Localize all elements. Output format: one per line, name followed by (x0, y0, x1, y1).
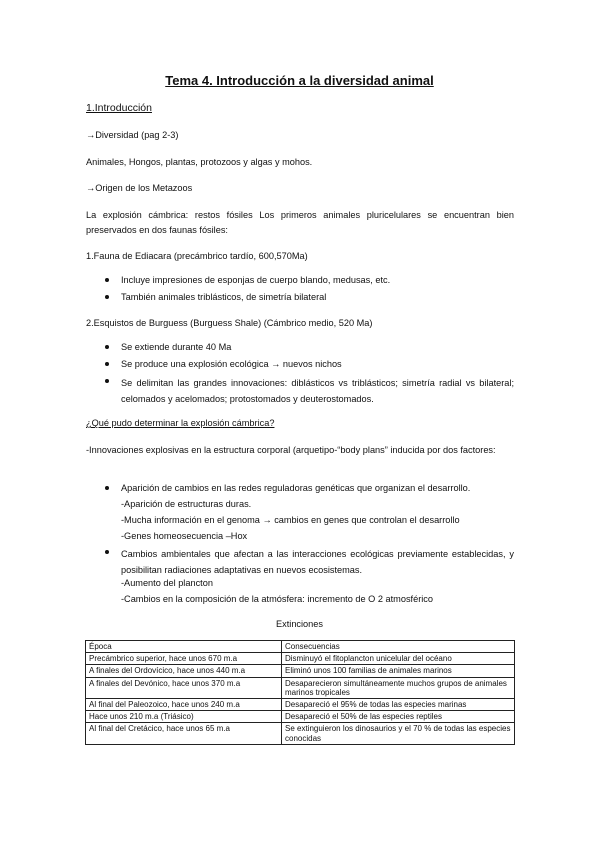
table-header-row (86, 641, 515, 653)
fauna2-bullet: Se extiende durante 40 Ma (121, 342, 232, 352)
factor-sub-item: -Aparición de estructuras duras. (121, 499, 252, 509)
factor-sub-item: -Genes homeosecuencia –Hox (121, 531, 248, 541)
bullet-icon (105, 362, 109, 366)
fauna2-bullet: Se produce una explosión ecológica → nuevos nichos (121, 359, 342, 369)
metazoos-line: →Origen de los Metazoos (86, 183, 193, 193)
fauna1-bullet: Incluye impresiones de esponjas de cuerpo blando, medusas, etc. (121, 275, 391, 285)
consequence-cell: Desapareció el 95% de todas las especies marinas (282, 698, 515, 710)
consequence-cell: Disminuyó el fitoplancton unicelular del océano (282, 653, 515, 665)
bullet-icon (105, 379, 109, 383)
factor-bullet-environmental: Cambios ambientales que afectan a las interacciones ecológicas previamente establecidas, y posibilitan radiaciones adaptativas en nuevos ecosistemas. (121, 549, 514, 575)
consequence-cell: Desapareció el 50% de las especies reptiles (282, 711, 515, 723)
explosion-paragraph: La explosión cámbrica: restos fósiles Los primeros animales pluricelulares se encuentran bien preservados en dos faunas fósiles: (86, 210, 514, 235)
epoch-cell: Al final del Paleozoico, hace unos 240 m.a (86, 698, 282, 710)
header-epoca: Época (86, 641, 282, 653)
epoch-cell: A finales del Ordovícico, hace unos 440 m.a (86, 665, 282, 677)
epoch-cell: A finales del Devónico, hace unos 370 m.a (86, 677, 282, 698)
factor-sub-item: -Mucha información en el genoma → cambios en genes que controlan el desarrollo (121, 515, 460, 525)
fauna2-bullet: Se delimitan las grandes innovaciones: diblásticos vs triblásticos; simetría radial vs bilateral; celomados y acelomados; protostomados y deuterostomados. (121, 378, 514, 404)
fauna1-bullet: También animales triblásticos, de simetría bilateral (121, 292, 327, 302)
fauna-burguess-heading: 2.Esquistos de Burguess (Burguess Shale) (Cámbrico medio, 520 Ma) (86, 318, 373, 328)
bullet-icon (105, 345, 109, 349)
epoch-cell: Precámbrico superior, hace unos 670 m.a (86, 653, 282, 665)
header-consecuencias: Consecuencias (282, 641, 515, 653)
bullet-icon (105, 550, 109, 554)
groups-line: Animales, Hongos, plantas, protozoos y algas y mohos. (86, 157, 313, 167)
factor-sub-item: -Aumento del plancton (121, 578, 213, 588)
consequence-cell: Se extinguieron los dinosaurios y el 70 % de todas las especies conocidas (282, 723, 515, 744)
extinctions-table (85, 640, 515, 745)
table-row (86, 723, 515, 744)
consequence-cell: Eliminó unos 100 familias de animales marinos (282, 665, 515, 677)
epoch-cell: Al final del Cretácico, hace unos 65 m.a (86, 723, 282, 744)
factor-bullet-genetic: Aparición de cambios en las redes reguladoras genéticas que organizan el desarrollo. (121, 483, 471, 493)
factor-sub-item: -Cambios en la composición de la atmósfera: incremento de O 2 atmosférico (121, 594, 434, 604)
section-heading-introduccion: 1.Introducción (86, 102, 152, 114)
table-caption: Extinciones (276, 619, 323, 629)
bullet-icon (105, 278, 109, 282)
bullet-icon (105, 486, 109, 490)
table-row (86, 665, 515, 677)
table-row (86, 711, 515, 723)
innovations-paragraph: -Innovaciones explosivas en la estructura corporal (arquetipo-“body plans” inducida por dos factores: (86, 445, 496, 455)
consequence-cell: Desaparecieron simultáneamente muchos grupos de animales marinos tropicales (282, 677, 515, 698)
question-heading: ¿Qué pudo determinar la explosión cámbrica? (86, 418, 275, 428)
epoch-cell: Hace unos 210 m.a (Triásico) (86, 711, 282, 723)
fauna-ediacara-heading: 1.Fauna de Ediacara (precámbrico tardío, 600,570Ma) (86, 251, 308, 261)
table-row (86, 653, 515, 665)
table-row (86, 698, 515, 710)
bullet-icon (105, 295, 109, 299)
page-title: Tema 4. Introducción a la diversidad animal (165, 73, 434, 88)
diversidad-line: →Diversidad (pag 2-3) (86, 130, 179, 140)
table-row (86, 677, 515, 698)
